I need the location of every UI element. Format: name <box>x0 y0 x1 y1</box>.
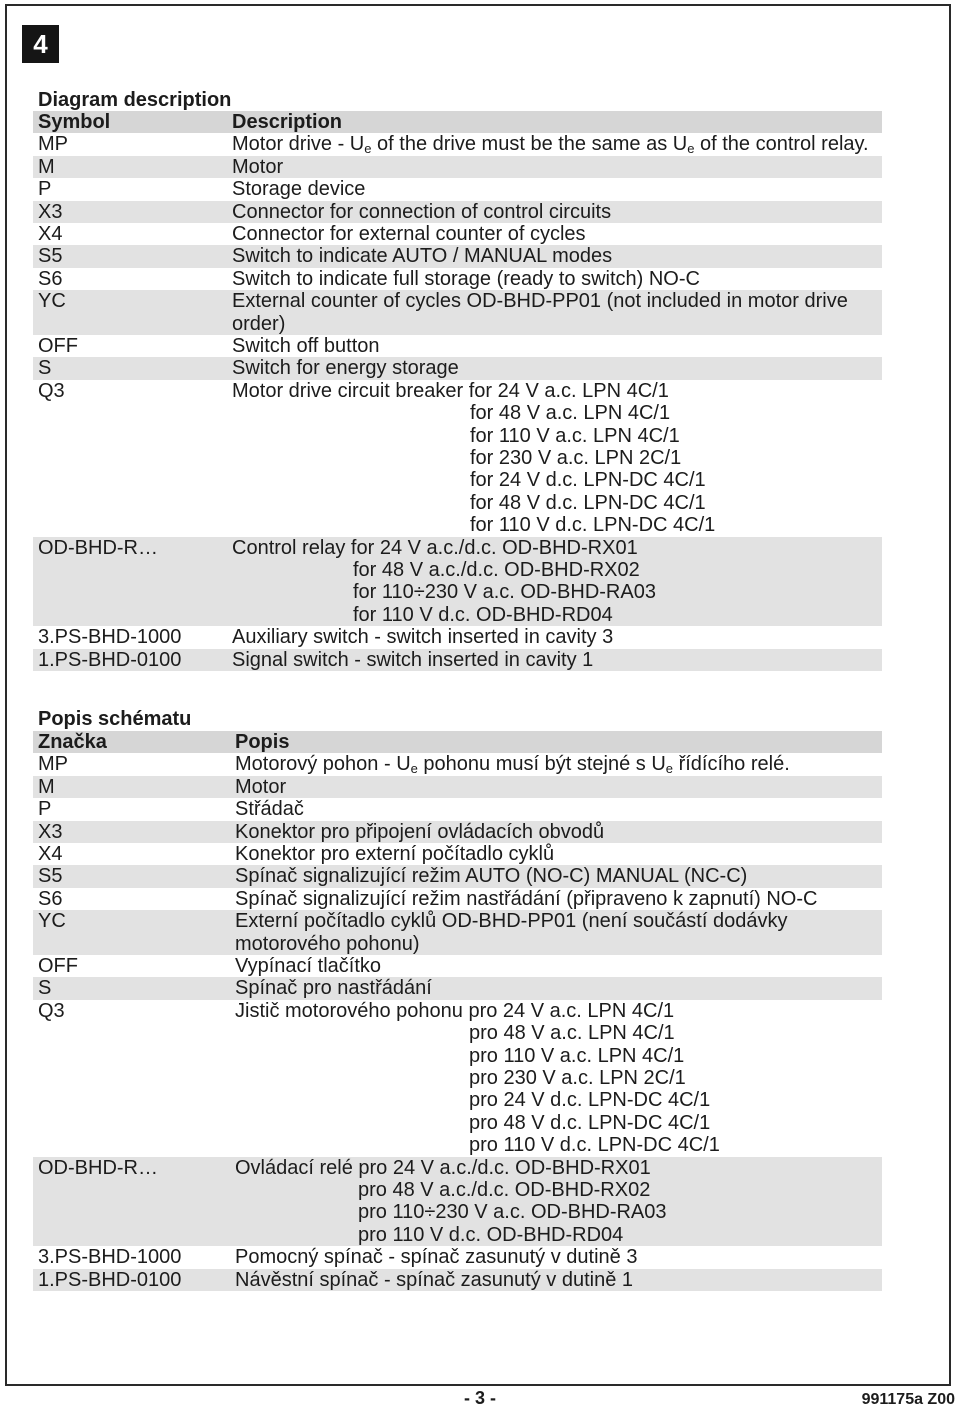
description-line: Návěstní spínač - spínač zasunutý v dutině 1 <box>235 1268 633 1291</box>
description-line: pro 110 V d.c. LPN-DC 4C/1 <box>469 1134 720 1157</box>
row-x3 <box>33 821 882 843</box>
subscript-e: e <box>364 141 372 157</box>
symbol-cell: S <box>38 357 52 380</box>
row-off <box>33 955 882 977</box>
diagram-description-table <box>33 111 882 671</box>
row-s6 <box>33 268 882 290</box>
description-column-header <box>232 111 882 133</box>
description-cell <box>232 268 882 290</box>
row-p <box>33 798 882 820</box>
row-od-bhd-r <box>33 1157 882 1247</box>
description-line <box>235 753 882 775</box>
description-line: Switch to indicate full storage (ready to switch) NO-C <box>232 267 700 290</box>
description-cell <box>235 1246 882 1268</box>
symbol-cell: P <box>38 798 52 821</box>
description-cell <box>235 821 882 843</box>
description-line: Switch to indicate AUTO / MANUAL modes <box>232 245 613 268</box>
text-segment: Motorový pohon - U <box>235 753 411 776</box>
popis-schematu-table <box>33 731 882 1291</box>
row-m <box>33 156 882 178</box>
description-line: order) <box>232 312 286 335</box>
page-number: - 3 - <box>463 1388 496 1408</box>
symbol-cell: OFF <box>38 335 78 358</box>
symbol-cell: YC <box>38 290 66 313</box>
table-body <box>33 753 882 1291</box>
row-mp <box>33 133 882 155</box>
symbol-cell: S5 <box>38 865 63 888</box>
description-cell <box>235 1157 882 1247</box>
symbol-cell: 3.PS-BHD-1000 <box>38 1246 182 1269</box>
symbol-cell: OD-BHD-R… <box>38 1156 158 1179</box>
symbol-cell: Q3 <box>38 379 65 402</box>
row-off <box>33 335 882 357</box>
description-line <box>232 133 882 155</box>
section-heading-english: Diagram description <box>38 89 232 111</box>
symbol-cell: YC <box>38 910 66 933</box>
text-segment: of the control relay. <box>694 133 869 156</box>
description-line: pro 110 V a.c. LPN 4C/1 <box>469 1044 685 1067</box>
description-line: pro 110 V d.c. OD-BHD-RD04 <box>358 1223 624 1246</box>
description-line: for 230 V a.c. LPN 2C/1 <box>470 447 682 470</box>
description-line: for 48 V d.c. LPN-DC 4C/1 <box>470 491 706 514</box>
description-cell <box>235 843 882 865</box>
description-line: External counter of cycles OD-BHD-PP01 (not included in motor drive <box>232 290 848 313</box>
row-yc <box>33 290 882 335</box>
chapter-number-tab: 4 <box>22 25 59 63</box>
description-line: for 110 V a.c. LPN 4C/1 <box>470 424 680 447</box>
text-segment: řídícího relé. <box>673 753 790 776</box>
symbol-cell: S5 <box>38 245 63 268</box>
symbol-cell: 1.PS-BHD-0100 <box>38 648 182 671</box>
description-cell <box>232 357 882 379</box>
description-line: Spínač pro nastřádání <box>235 977 432 1000</box>
text-segment: pohonu musí být stejné s U <box>417 753 666 776</box>
description-cell <box>232 245 882 267</box>
description-cell <box>232 335 882 357</box>
symbol-cell: 1.PS-BHD-0100 <box>38 1268 182 1291</box>
description-line: pro 24 V d.c. LPN-DC 4C/1 <box>469 1089 711 1112</box>
description-cell <box>235 798 882 820</box>
symbol-cell: P <box>38 178 52 201</box>
description-line: Switch for energy storage <box>232 357 459 380</box>
description-header-label: Popis <box>235 731 290 753</box>
row-s <box>33 357 882 379</box>
row-1-ps-bhd-0100 <box>33 649 882 671</box>
description-cell <box>235 910 882 955</box>
description-line: Ovládací relé pro 24 V a.c./d.c. OD-BHD-RX01 <box>235 1156 651 1179</box>
symbol-cell: MP <box>38 133 68 156</box>
subscript-e: e <box>410 761 418 777</box>
symbol-cell: M <box>38 775 55 798</box>
document-code: 991175a Z00 <box>861 1391 955 1408</box>
description-cell <box>232 537 882 627</box>
description-cell <box>235 977 882 999</box>
description-line: Konektor pro externí počítadlo cyklů <box>235 843 555 866</box>
row-1-ps-bhd-0100 <box>33 1269 882 1291</box>
description-cell <box>232 201 882 223</box>
row-s5 <box>33 245 882 267</box>
description-cell <box>232 290 882 335</box>
symbol-cell: S6 <box>38 887 63 910</box>
description-line: for 110÷230 V a.c. OD-BHD-RA03 <box>353 581 656 604</box>
symbol-cell: X4 <box>38 223 63 246</box>
row-s6 <box>33 888 882 910</box>
section-heading-czech: Popis schématu <box>38 708 192 730</box>
description-line: Spínač signalizující režim AUTO (NO-C) MANUAL (NC-C) <box>235 865 748 888</box>
description-line: Connector for external counter of cycles <box>232 223 586 246</box>
row-x3 <box>33 201 882 223</box>
text-segment: Motor drive - U <box>232 133 365 156</box>
row-x4 <box>33 843 882 865</box>
row-q3 <box>33 380 882 537</box>
description-line: pro 110÷230 V a.c. OD-BHD-RA03 <box>358 1201 667 1224</box>
description-cell <box>232 380 882 537</box>
description-cell <box>232 133 882 155</box>
description-line: Control relay for 24 V a.c./d.c. OD-BHD-RX01 <box>232 536 638 559</box>
symbol-cell: OD-BHD-R… <box>38 536 158 559</box>
description-line: pro 48 V d.c. LPN-DC 4C/1 <box>469 1111 711 1134</box>
description-cell <box>235 1269 882 1291</box>
row-od-bhd-r <box>33 537 882 627</box>
symbol-cell: OFF <box>38 955 78 978</box>
row-x4 <box>33 223 882 245</box>
description-line: Pomocný spínač - spínač zasunutý v dutině 3 <box>235 1246 638 1269</box>
description-line: pro 230 V a.c. LPN 2C/1 <box>469 1067 686 1090</box>
description-line: Motor <box>235 775 287 798</box>
description-cell <box>232 626 882 648</box>
symbol-cell: X3 <box>38 820 63 843</box>
description-header-label: Description <box>232 111 343 133</box>
row-p <box>33 178 882 200</box>
row-s5 <box>33 865 882 887</box>
description-cell <box>235 865 882 887</box>
description-line: Storage device <box>232 178 366 201</box>
description-cell <box>235 888 882 910</box>
description-cell <box>235 753 882 775</box>
description-cell <box>232 156 882 178</box>
description-line: Jistič motorového pohonu pro 24 V a.c. LPN 4C/1 <box>235 999 675 1022</box>
row-yc <box>33 910 882 955</box>
symbol-cell: Q3 <box>38 999 65 1022</box>
symbol-column-header: Značka <box>38 731 107 753</box>
table-header <box>33 731 882 753</box>
table-body <box>33 133 882 671</box>
description-line: Motor drive circuit breaker for 24 V a.c. LPN 4C/1 <box>232 379 669 402</box>
description-cell <box>235 955 882 977</box>
row-3-ps-bhd-1000 <box>33 1246 882 1268</box>
description-line: motorového pohonu) <box>235 932 420 955</box>
row-mp <box>33 753 882 775</box>
description-line: for 48 V a.c./d.c. OD-BHD-RX02 <box>353 558 640 581</box>
symbol-cell: 3.PS-BHD-1000 <box>38 626 182 649</box>
row-m <box>33 776 882 798</box>
description-cell <box>235 776 882 798</box>
symbol-cell: M <box>38 155 55 178</box>
description-line: Connector for connection of control circuits <box>232 200 612 223</box>
description-line: Spínač signalizující režim nastřádání (připraveno k zapnutí) NO-C <box>235 887 818 910</box>
row-s <box>33 977 882 999</box>
description-line: for 48 V a.c. LPN 4C/1 <box>470 402 671 425</box>
description-line: Konektor pro připojení ovládacích obvodů <box>235 820 605 843</box>
subscript-e: e <box>687 141 695 157</box>
description-line: pro 48 V a.c. LPN 4C/1 <box>469 1022 675 1045</box>
description-line: pro 48 V a.c./d.c. OD-BHD-RX02 <box>358 1178 651 1201</box>
symbol-cell: X3 <box>38 200 63 223</box>
description-column-header <box>235 731 882 753</box>
table-header <box>33 111 882 133</box>
description-cell <box>232 223 882 245</box>
description-line: for 110 V d.c. OD-BHD-RD04 <box>353 603 613 626</box>
symbol-cell: X4 <box>38 843 63 866</box>
symbol-cell: MP <box>38 753 68 776</box>
symbol-cell: S <box>38 977 52 1000</box>
row-q3 <box>33 1000 882 1157</box>
symbol-cell: S6 <box>38 267 63 290</box>
description-line: Střádač <box>235 798 304 821</box>
description-line: Vypínací tlačítko <box>235 955 381 978</box>
description-line: Signal switch - switch inserted in cavity 1 <box>232 648 594 671</box>
row-3-ps-bhd-1000 <box>33 626 882 648</box>
description-line: for 24 V d.c. LPN-DC 4C/1 <box>470 469 706 492</box>
description-cell <box>235 1000 882 1157</box>
text-segment: of the drive must be the same as U <box>371 133 688 156</box>
description-line: for 110 V d.c. LPN-DC 4C/1 <box>470 514 716 537</box>
symbol-column-header: Symbol <box>38 111 111 133</box>
description-line: Auxiliary switch - switch inserted in cavity 3 <box>232 626 614 649</box>
subscript-e: e <box>665 761 674 777</box>
description-cell <box>232 649 882 671</box>
description-cell <box>232 178 882 200</box>
description-line: Externí počítadlo cyklů OD-BHD-PP01 (není součástí dodávky <box>235 910 788 933</box>
description-line: Switch off button <box>232 335 380 358</box>
description-line: Motor <box>232 155 284 178</box>
